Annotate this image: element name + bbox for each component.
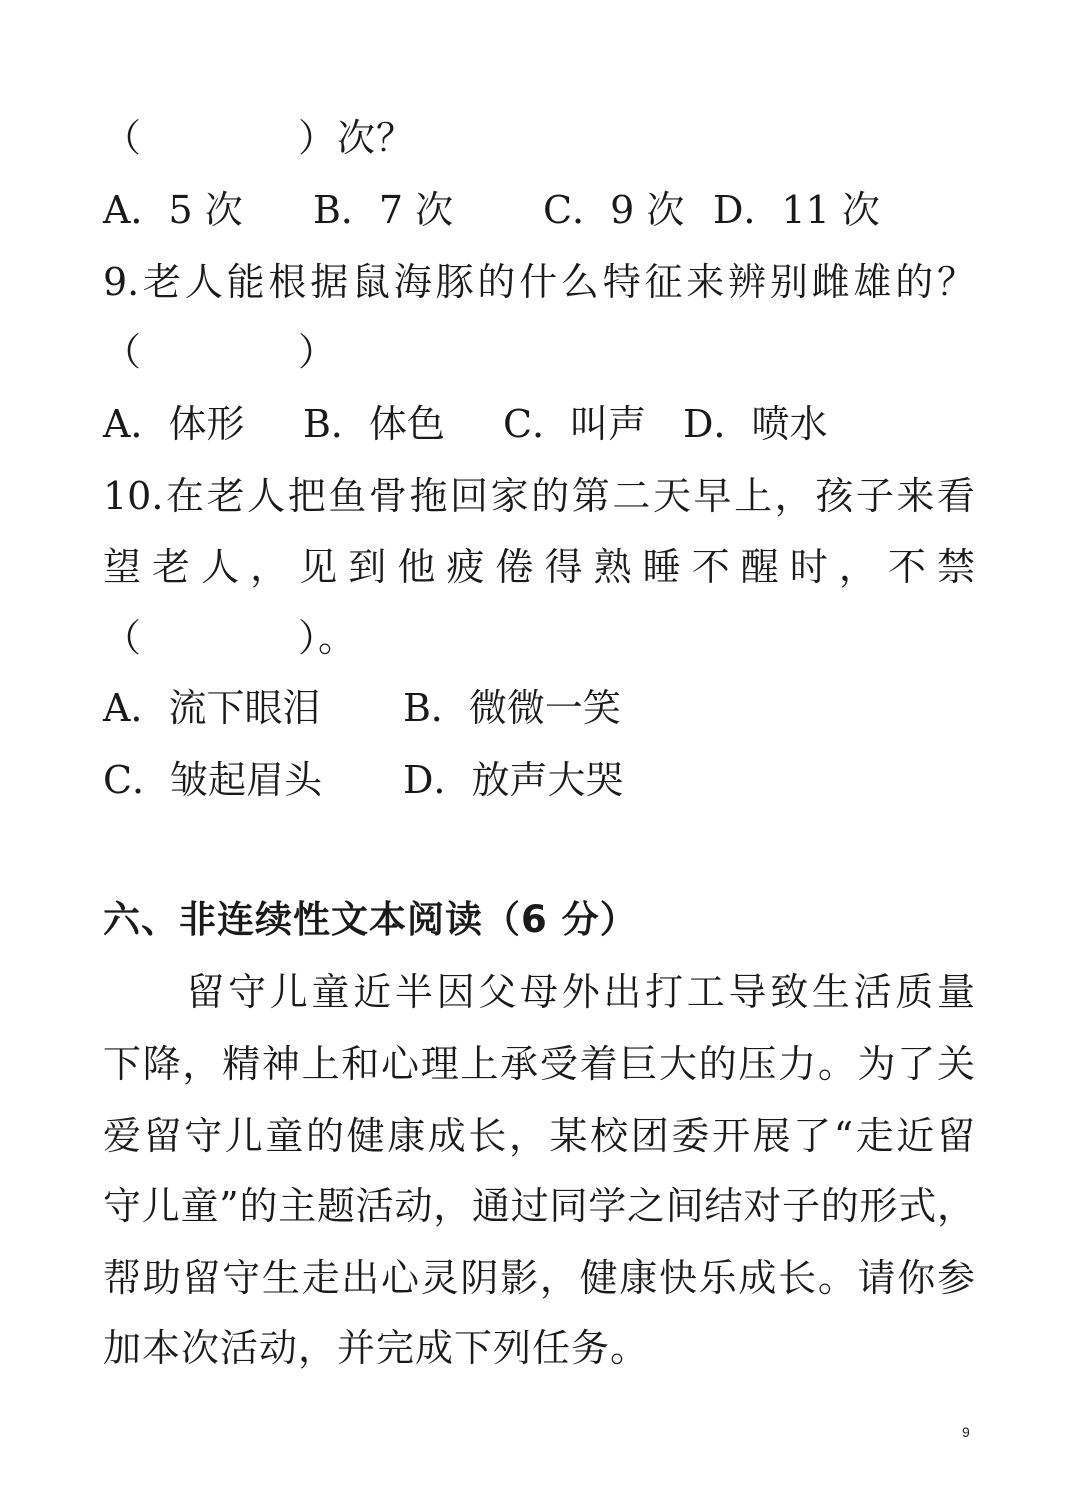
q9-blank-line: （ ） bbox=[103, 330, 338, 374]
section-6-paragraph-line-1: 留守儿童近半因父母外出打工导致生活质量 bbox=[103, 970, 975, 1014]
q9-option-b: B．体色 bbox=[303, 402, 445, 446]
q9-option-a: A．体形 bbox=[103, 402, 245, 446]
q10-option-d: D．放声大哭 bbox=[403, 758, 624, 802]
section-6-paragraph-line-2: 下降，精神上和心理上承受着巨大的压力。为了关 bbox=[103, 1042, 975, 1086]
section-6-paragraph-line-5: 帮助留守生走出心灵阴影，健康快乐成长。请你参 bbox=[103, 1256, 975, 1300]
q9-question: 9.老人能根据鼠海豚的什么特征来辨别雌雄的？ bbox=[103, 260, 975, 304]
q10-option-b: B．微微一笑 bbox=[403, 686, 621, 730]
q8-option-b: B．7 次 bbox=[313, 188, 454, 232]
q8-option-d: D．11 次 bbox=[713, 188, 880, 232]
section-6-paragraph-line-6: 加本次活动，并完成下列任务。 bbox=[103, 1326, 650, 1370]
section-6-heading: 六、非连续性文本阅读（6 分） bbox=[103, 898, 638, 941]
q10-option-a: A．流下眼泪 bbox=[103, 686, 321, 730]
q8-option-a: A．5 次 bbox=[103, 188, 243, 232]
page-number: 9 bbox=[962, 1424, 970, 1440]
section-6-paragraph-line-4: 守儿童”的主题活动，通过同学之间结对子的形式， bbox=[103, 1184, 975, 1228]
q10-question-line-2: 望老人，见到他疲倦得熟睡不醒时，不禁 bbox=[103, 545, 975, 589]
q8-option-c: C．9 次 bbox=[543, 188, 685, 232]
q9-option-d: D．喷水 bbox=[683, 402, 828, 446]
section-6-paragraph-line-3: 爱留守儿童的健康成长，某校团委开展了“走近留 bbox=[103, 1114, 975, 1158]
q10-option-c: C．皱起眉头 bbox=[103, 758, 323, 802]
q8-blank-line: （ ）次？ bbox=[103, 116, 416, 160]
q10-blank-line: （ ）。 bbox=[103, 616, 358, 660]
q10-question-line-1: 10.在老人把鱼骨拖回家的第二天早上，孩子来看 bbox=[103, 474, 975, 518]
q9-option-c: C．叫声 bbox=[503, 402, 647, 446]
